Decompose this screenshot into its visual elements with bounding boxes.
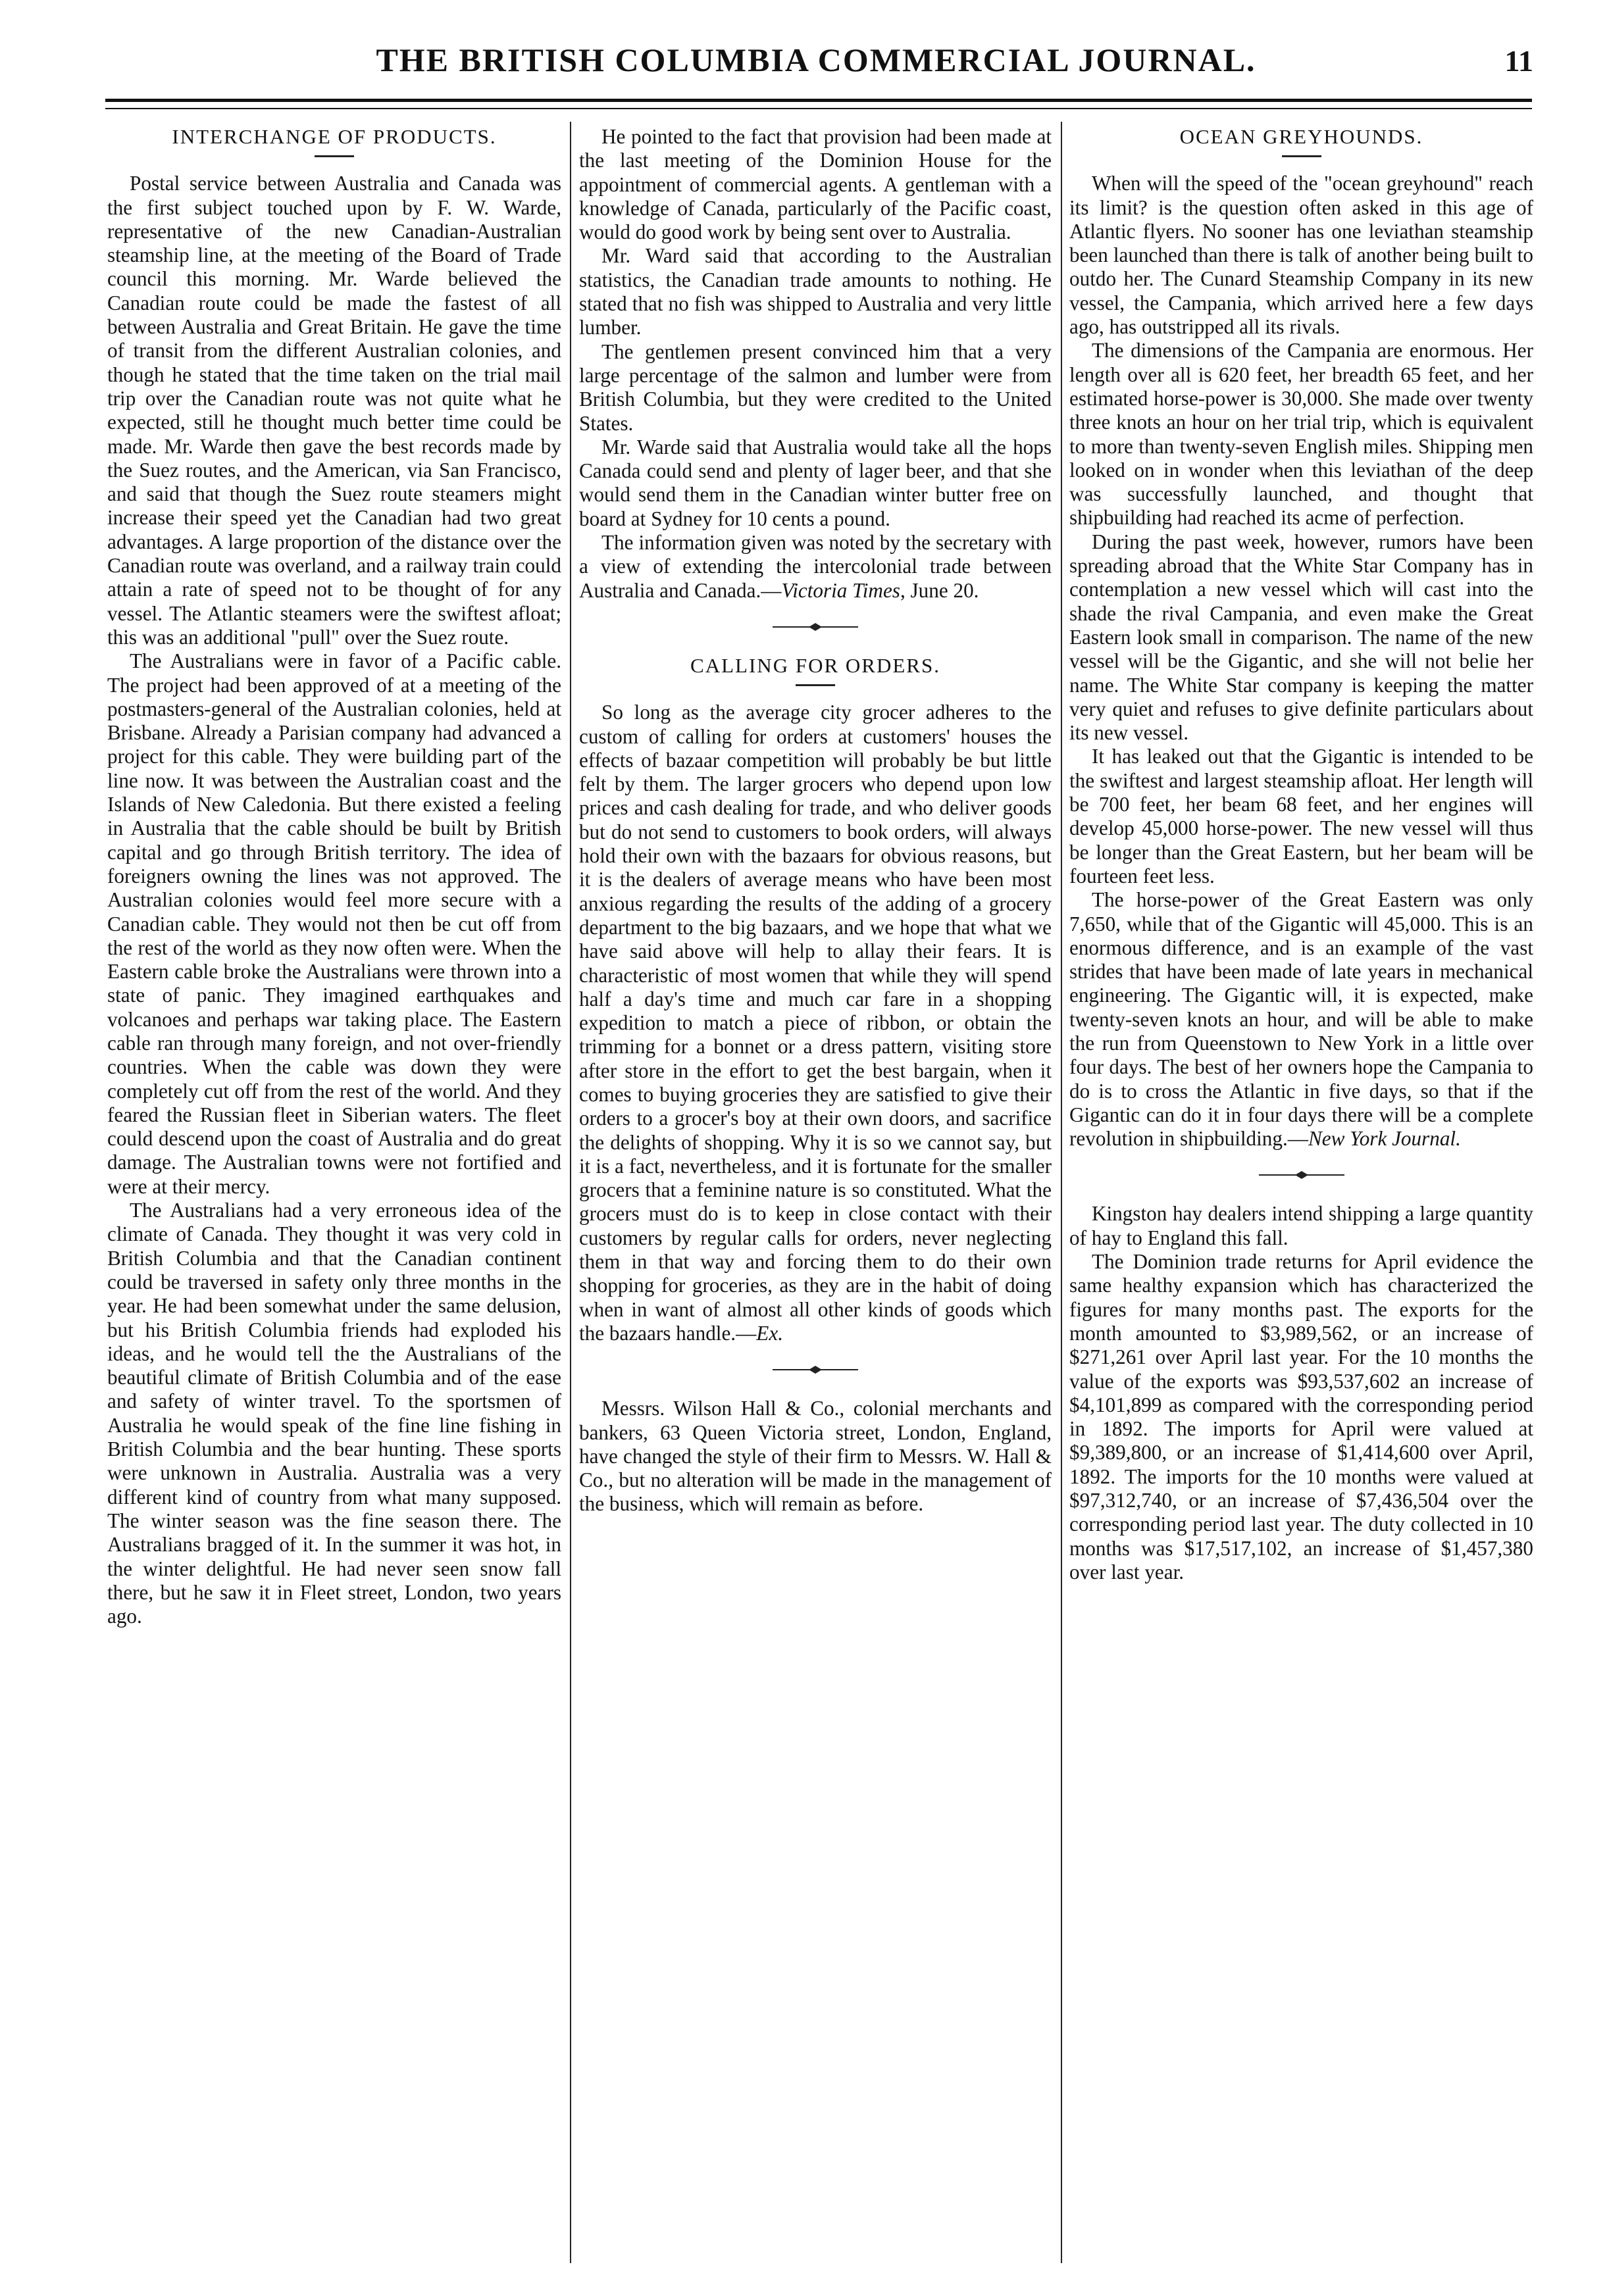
ornament-divider-icon bbox=[1259, 1170, 1344, 1180]
source-credit: New York Journal. bbox=[1308, 1127, 1461, 1151]
source-credit: Victoria Times bbox=[781, 578, 900, 602]
article-closing bbox=[579, 531, 1052, 603]
ornament-divider-icon bbox=[773, 622, 858, 632]
article-paragraph: When will the speed of the "ocean greyhound" reach its limit? is the question often asked in this age of Atlantic flyers. No sooner has one leviathan steamship been launched than there is talk of another being built to outdo her. The Cunard Steamship Company in its new vessel, the Campania, which arrived here a few days ago, has outstripped all its rivals. bbox=[1069, 172, 1533, 339]
column-2 bbox=[579, 125, 1052, 2257]
source-date: , June 20. bbox=[900, 578, 979, 602]
closing-text: The information given was noted by the secretary with a view of extending the intercolonial trade between Australia and Canada.— bbox=[579, 531, 1052, 602]
paragraph-text: So long as the average city grocer adheres to the custom of calling for orders at customers' houses the effects of bazaar competition will probably be but little felt by them. The larger grocers who depend upon low prices and cash dealing for trade, and who deliver goods but do not send to customers to book orders, will always hold their own with the bazaars for obvious reasons, but it is the dealers of average means who have been most anxious regarding the results of the adding of a grocery department to the big bazaars, and we hope that what we have said above will help to allay their fears. It is characteristic of most women that while they will spend half a day's time and much car fare in a shopping expedition to match a piece of ribbon, or obtain the trimming for a bonnet or a dress pattern, visiting store after store in the effort to get the best bargain, when it comes to buying groceries they are satisfied to give their orders to a grocer's boy at their own doors, and sacrifice the delights of shopping. Why it is so we cannot say, but it is a fact, nevertheless, and it is fortunate for the smaller grocers that a feminine nature is so constituted. What the grocers must do is to keep in close contact with their customers by regular calls for orders, never neglecting them in that way and forcing them to do their own shopping for groceries, as they are in the habit of doing when in want of almost all other kinds of goods which the bazaars handle.— bbox=[579, 701, 1052, 1345]
column-3 bbox=[1069, 125, 1533, 2257]
article-paragraph: The Australians had a very erroneous idea of the climate of Canada. They thought it was very cold in British Columbia and that the Canadian continent could be traversed in safety only three months in the year. He had been somewhat under the same delusion, but his British Columbia friends had exploded his ideas, and he would tell the the Australians of the beautiful climate of British Columbia and of the ease and safety of winter travel. To the sportsmen of Australia he would speak of the fine line fishing in British Columbia and the bear hunting. These sports were unknown in Australia. Australia was a very different kind of country from what many supposed. The winter season was the fine season there. The Australians bragged of it. In the summer it was hot, in the winter delightful. He had never seen snow fall there, but he saw it in Fleet street, London, two years ago. bbox=[107, 1199, 561, 1628]
article-paragraph: Postal service between Australia and Canada was the first subject touched upon by F. W. Warde, representative of the new Canadian-Australian steamship line, at the meeting of the Board of Trade council this morning. Mr. Warde believed the Canadian route could be made the fastest of all between Australia and Great Britain. He gave the time of transit from the different Australian colonies, and though he stated that the time taken on the trial mail trip over the Canadian route was not quite what he expected, still he thought much better time could be made. Mr. Warde then gave the best records made by the Suez routes, and the American, via San Francisco, and said that though the Suez route steamers might increase their speed yet the Canadian had two great advantages. A large proportion of the distance over the Canadian route was overland, and a railway train could attain a rate of speed not to be thought of for any vessel. The Atlantic steamers were the swiftest afloat; this was an additional "pull" over the Suez route. bbox=[107, 172, 561, 649]
page-number: 11 bbox=[1504, 44, 1533, 78]
journal-title: THE BRITISH COLUMBIA COMMERCIAL JOURNAL. bbox=[376, 41, 1256, 78]
article-heading-ocean: OCEAN GREYHOUNDS. bbox=[1179, 125, 1423, 148]
article-heading-interchange: INTERCHANGE OF PRODUCTS. bbox=[172, 125, 497, 148]
article-paragraph: The gentlemen present convinced him that a very large percentage of the salmon and lumber were from British Columbia, but they were credited to the United States. bbox=[579, 339, 1052, 435]
article-paragraph: He pointed to the fact that provision had been made at the last meeting of the Dominion House for the appointment of commercial agents. A gentleman with a knowledge of Canada, particularly of the Pacific coast, would do good work by being sent over to Australia. bbox=[579, 125, 1052, 244]
masthead bbox=[99, 26, 1533, 99]
article-paragraph: The Australians were in favor of a Pacific cable. The project had been approved of at a meeting of the postmasters-general of the Australian colonies, held at Brisbane. Already a Parisian company had advanced a project for this cable. They were building part of the line now. It was between the Australian coast and the Islands of New Caledonia. But there existed a feeling in Australia that the cable should be built by British capital and go through British territory. The idea of foreigners owning the lines was not approved. The Australian colonies would feel more secure with a Canadian cable. They would not then be cut off from the rest of the world as they now often were. When the Eastern cable broke the Australians were thrown into a state of panic. They imagined earthquakes and volcanoes and perhaps war taking place. The Eastern cable ran through many foreign, and not over-friendly countries. When the cable was down they were completely cut off from the rest of the world. And they feared the Russian fleet in Siberian waters. The fleet could descend upon the coast of Australia and do great damage. The Australian towns were not fortified and were at their mercy. bbox=[107, 649, 561, 1198]
source-credit: Ex. bbox=[756, 1321, 783, 1345]
article-paragraph: Kingston hay dealers intend shipping a large quantity of hay to England this fall. bbox=[1069, 1202, 1533, 1249]
article-paragraph: The Dominion trade returns for April evidence the same healthy expansion which has characterized the figures for many months past. The exports for the month amounted to $3,989,562, or an increase of $271,261 over April last year. For the 10 months the value of the exports was $93,537,602 an increase of $4,101,899 as compared with the corresponding period in 1892. The imports for April were valued at $9,389,800, or an increase of $1,414,600 over April, 1892. The imports for the 10 months were valued at $97,312,740, or an increase of $7,436,504 over the corresponding period last year. The duty collected in 10 months was $17,517,102, an increase of $1,457,380 over last year. bbox=[1069, 1250, 1533, 1584]
paragraph-text: The horse-power of the Great Eastern was only 7,650, while that of the Gigantic will 45,000. This is an enormous difference, and is an example of the vast strides that have been made of late years in mechanical engineering. The Gigantic will, it is expected, make twenty-seven knots an hour, and will be able to make the run from Queenstown to New York in a little over four days. The best of her owners hope the Campania to do is to cross the Atlantic in five days, so that if the Gigantic can do it in four days there will be a complete revolution in shipbuilding.— bbox=[1069, 888, 1533, 1151]
article-paragraph: During the past week, however, rumors have been spreading abroad that the White Star Company has in contemplation a new vessel which will cast into the shade the rival Campania, and even make the Great Eastern look small in comparison. The name of the new vessel will be the Gigantic, and she will not belie her name. The White Star company is keeping the matter very quiet and refuses to give definite particulars about its new vessel. bbox=[1069, 530, 1533, 745]
ornament-divider-icon bbox=[773, 1365, 858, 1374]
heading-dash bbox=[315, 155, 354, 157]
column-divider bbox=[570, 122, 571, 2263]
header-rule-thin bbox=[105, 108, 1532, 109]
column-divider bbox=[1061, 122, 1062, 2263]
article-paragraph bbox=[579, 701, 1052, 1345]
article-paragraph bbox=[1069, 888, 1533, 1151]
article-paragraph: Mr. Ward said that according to the Australian statistics, the Canadian trade amounts to nothing. He stated that no fish was shipped to Australia and very little lumber. bbox=[579, 244, 1052, 339]
article-paragraph: The dimensions of the Campania are enormous. Her length over all is 620 feet, her breadth 65 feet, and her estimated horse-power is 30,000. She made over twenty three knots an hour on her trial trip, which is equivalent to more than twenty-seven English miles. Shipping men looked on in wonder when this leviathan of the deep was successfully launched, and thought that shipbuilding had reached its acme of perfection. bbox=[1069, 339, 1533, 530]
heading-dash bbox=[796, 684, 835, 686]
header-rule bbox=[105, 99, 1532, 102]
article-paragraph: It has leaked out that the Gigantic is intended to be the swiftest and largest steamship afloat. Her length will be 700 feet, her beam 68 feet, and her engines will develop 45,000 horse-power. The new vessel will thus be longer than the Great Eastern, but her beam will be fourteen feet less. bbox=[1069, 745, 1533, 887]
column-1 bbox=[107, 125, 561, 2257]
article-heading-calling: CALLING FOR ORDERS. bbox=[690, 653, 940, 677]
article-paragraph: Messrs. Wilson Hall & Co., colonial merchants and bankers, 63 Queen Victoria street, London, England, have changed the style of their firm to Messrs. W. Hall & Co., but no alteration will be made in the management of the business, which will remain as before. bbox=[579, 1397, 1052, 1516]
heading-dash bbox=[1282, 155, 1321, 157]
article-paragraph: Mr. Warde said that Australia would take all the hops Canada could send and plenty of lager beer, and that she would send them in the Canadian winter butter free on board at Sydney for 10 cents a pound. bbox=[579, 435, 1052, 530]
